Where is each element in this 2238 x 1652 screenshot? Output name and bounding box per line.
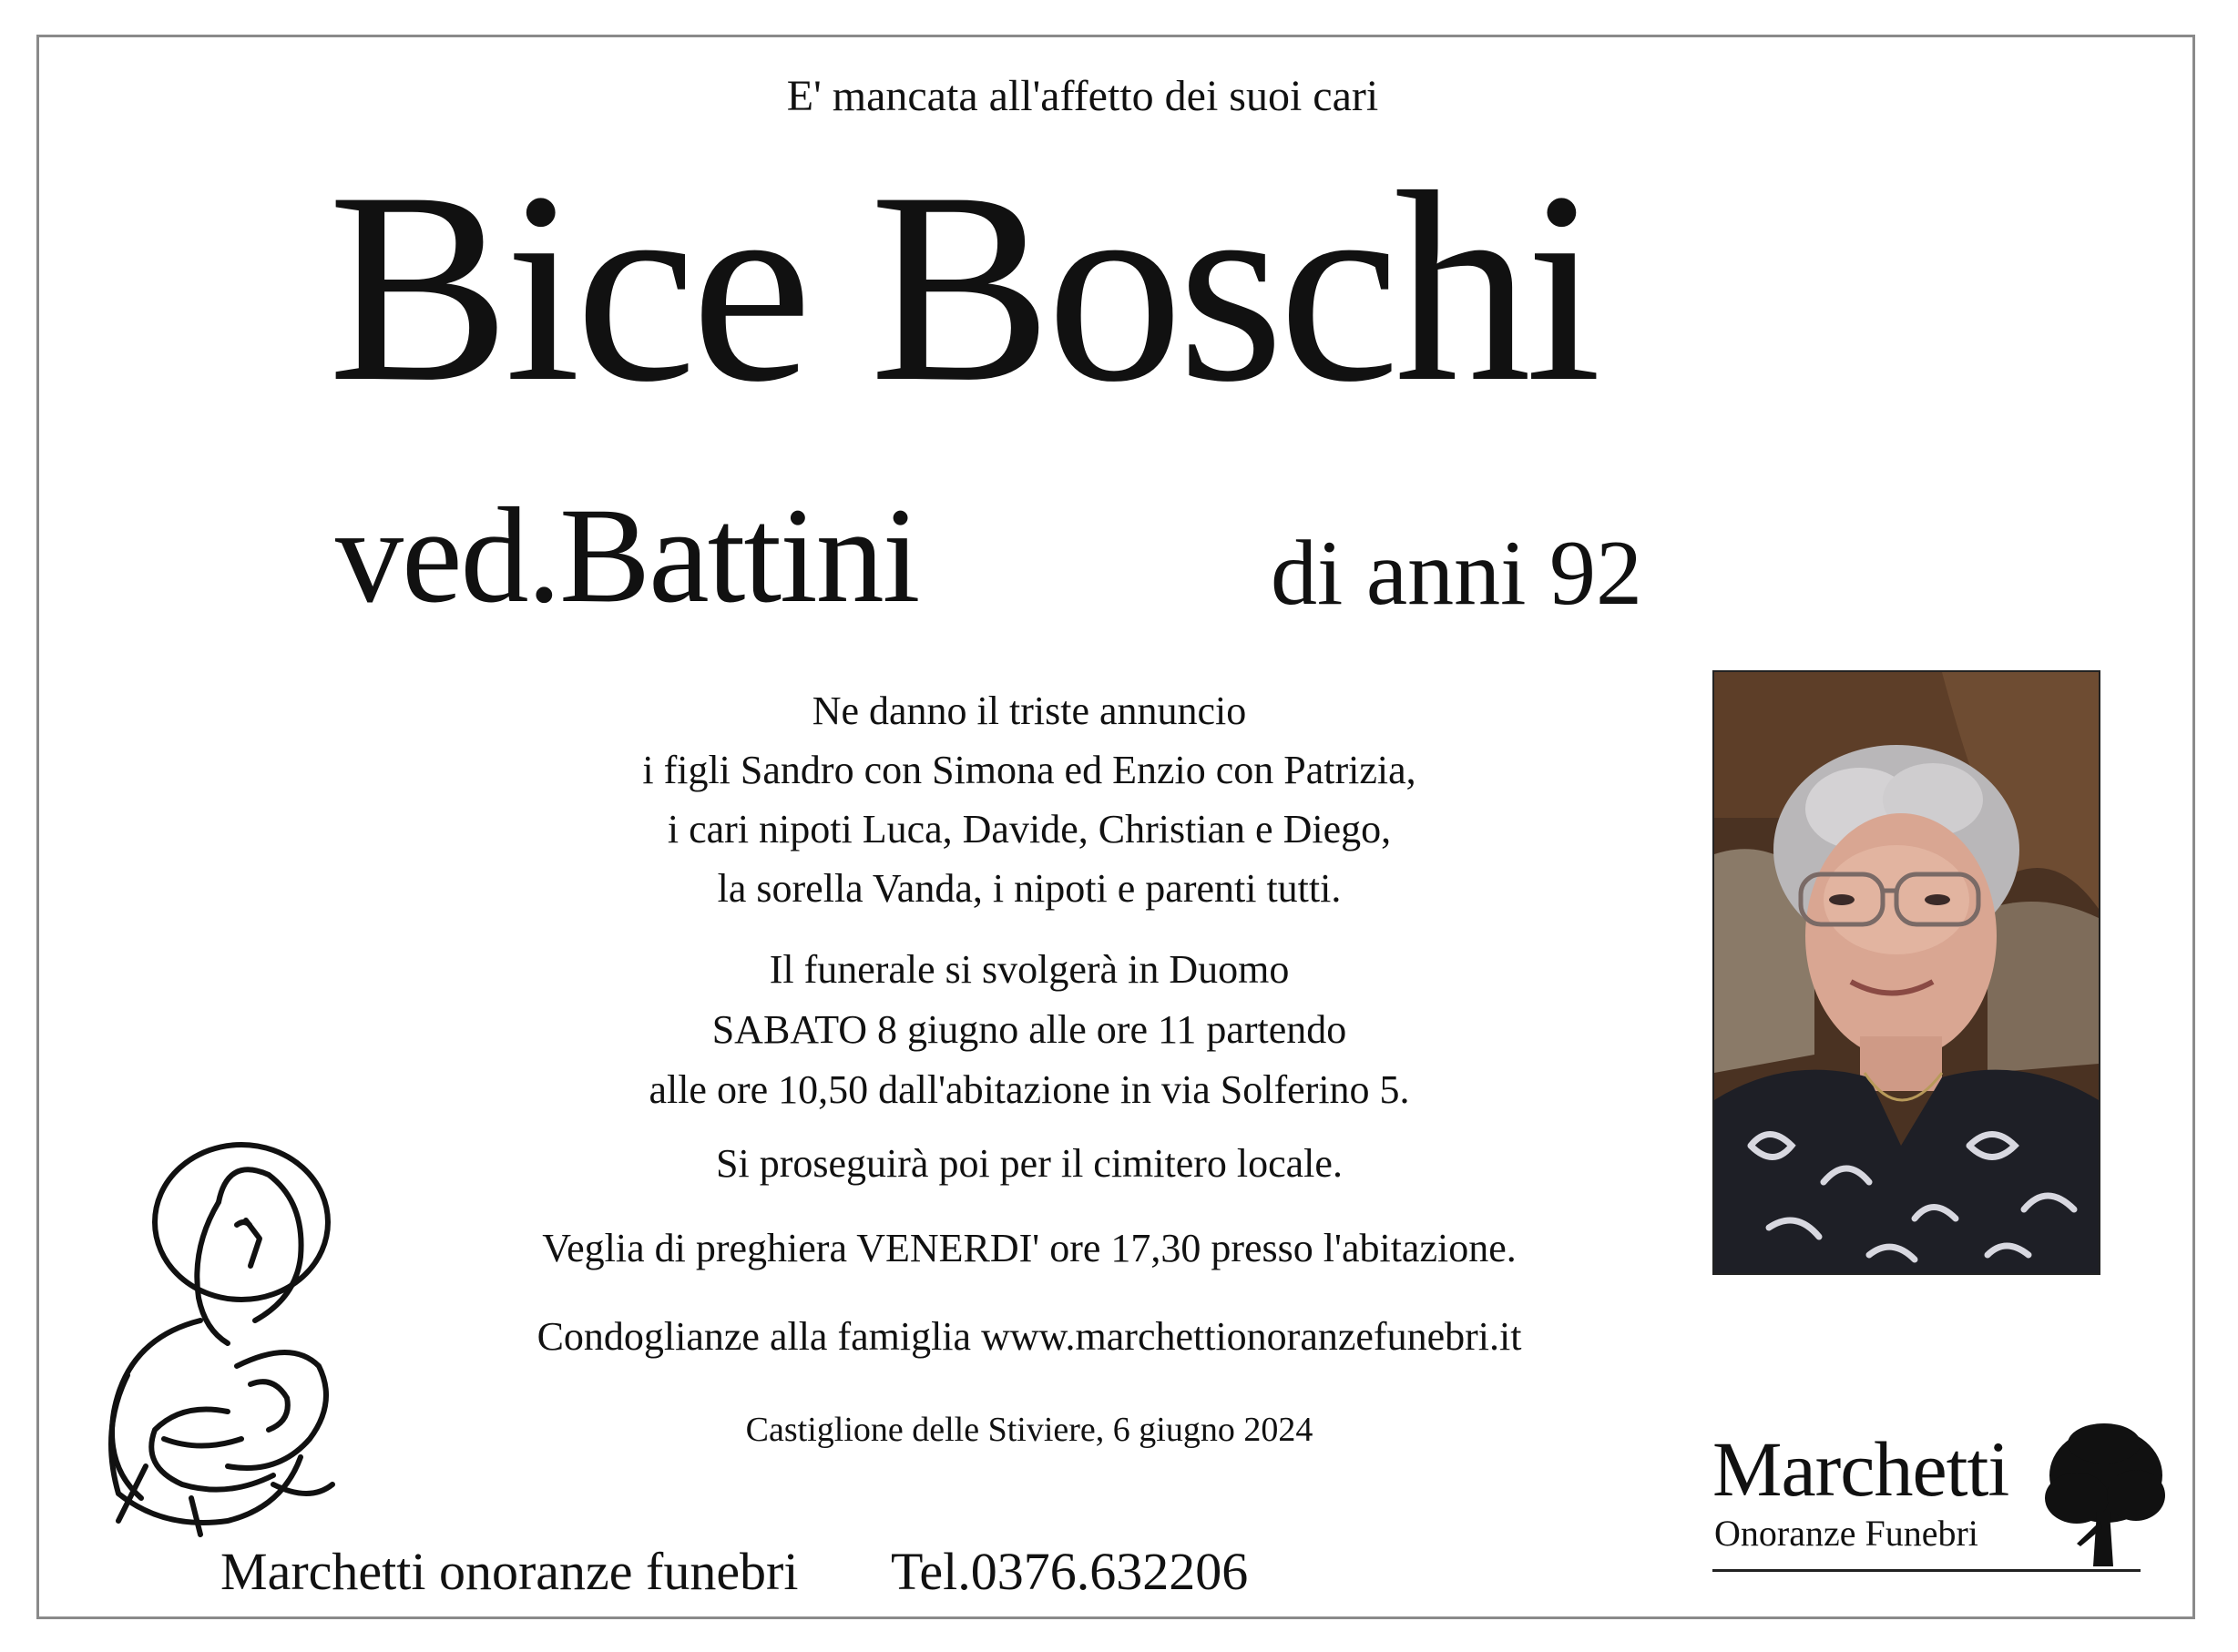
vigil-text: Veglia di preghiera VENERDI' ore 17,30 presso l'abitazione. bbox=[542, 1226, 1517, 1270]
funeral-line: SABATO 8 giugno alle ore 11 partendo bbox=[711, 1007, 1347, 1052]
announcement-line: Ne danno il triste annuncio bbox=[812, 688, 1247, 733]
announcement-line: i cari nipoti Luca, Davide, Christian e Diego, bbox=[667, 807, 1392, 851]
place-date: Castiglione delle Stiviere, 6 giugno 2024 bbox=[745, 1411, 1313, 1449]
madonna-and-child-icon bbox=[91, 1138, 364, 1539]
announcement-line: la sorella Vanda, i nipoti e parenti tutti. bbox=[717, 866, 1342, 911]
tree-icon bbox=[2040, 1421, 2168, 1576]
age-text: di anni 92 bbox=[1271, 522, 1642, 625]
announcement-line: i figli Sandro con Simona ed Enzio con Patrizia, bbox=[642, 748, 1416, 792]
logo-subtitle: Onoranze Funebri bbox=[1714, 1513, 1978, 1554]
deceased-name: Bice Boschi bbox=[328, 136, 1597, 438]
portrait-illustration bbox=[1714, 672, 2099, 1273]
portrait-photo bbox=[1712, 670, 2100, 1275]
funeral-line: alle ore 10,50 dall'abitazione in via Solferino 5. bbox=[649, 1067, 1410, 1112]
burial-text: Si proseguirà poi per il cimitero locale. bbox=[716, 1141, 1343, 1186]
announcement-block bbox=[437, 681, 1621, 918]
funeral-block bbox=[437, 940, 1621, 1120]
company-logo bbox=[1712, 1421, 2168, 1585]
condolences-text: Condoglianze alla famiglia www.marchettionoranzefunebri.it bbox=[537, 1314, 1522, 1359]
footer-company: Marchetti onoranze funebri bbox=[220, 1542, 799, 1601]
funeral-line: Il funerale si svolgerà in Duomo bbox=[769, 947, 1290, 992]
logo-name: Marchetti bbox=[1712, 1425, 2009, 1513]
intro-text: E' mancata all'affetto dei suoi cari bbox=[786, 72, 1379, 120]
footer-phone: Tel.0376.632206 bbox=[891, 1542, 1249, 1601]
widow-of: ved.Battini bbox=[335, 480, 919, 631]
